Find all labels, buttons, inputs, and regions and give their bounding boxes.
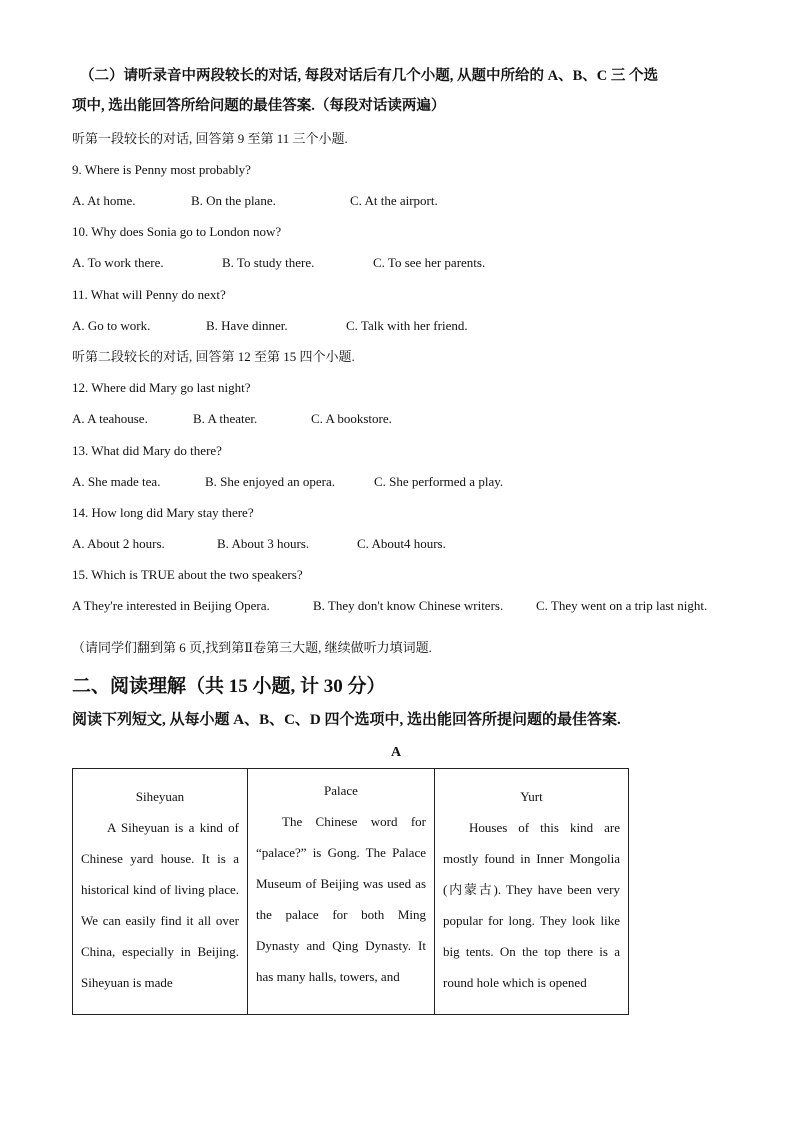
turn-page-note: （请同学们翻到第 6 页,找到第Ⅱ卷第三大题, 继续做听力填词题. bbox=[72, 640, 432, 655]
q11-option-a: A. Go to work. bbox=[72, 318, 151, 333]
listening-header-line2: 项中, 选出能回答所给问题的最佳答案.（每段对话读两遍） bbox=[72, 98, 446, 114]
q11-option-b: B. Have dinner. bbox=[206, 318, 288, 333]
q14-option-b: B. About 3 hours. bbox=[217, 536, 310, 551]
q10-option-a: A. To work there. bbox=[72, 255, 164, 270]
dialogue2-intro: 听第二段较长的对话, 回答第 12 至第 15 四个小题. bbox=[72, 349, 355, 364]
listening-header-line1: （二）请听录音中两段较长的对话, 每段对话后有几个小题, 从题中所给的 A、B、C 三 个选 bbox=[80, 68, 658, 84]
question-11: 11. What will Penny do next? bbox=[72, 287, 226, 302]
question-9: 9. Where is Penny most probably? bbox=[72, 162, 251, 177]
q15-option-b: B. They don't know Chinese writers. bbox=[313, 598, 504, 613]
q9-option-b: B. On the plane. bbox=[191, 193, 276, 208]
passage-a-table bbox=[72, 768, 629, 1015]
q9-option-a: A. At home. bbox=[72, 193, 136, 208]
siheyuan-cell bbox=[73, 769, 248, 1015]
yurt-title: Yurt bbox=[520, 789, 543, 804]
table-row bbox=[73, 769, 629, 1015]
siheyuan-title: Siheyuan bbox=[135, 789, 185, 804]
q9-option-c: C. At the airport. bbox=[350, 193, 438, 208]
question-10: 10. Why does Sonia go to London now? bbox=[72, 224, 282, 239]
q13-option-b: B. She enjoyed an opera. bbox=[205, 474, 335, 489]
palace-text: The Chinese word for “palace?” is Gong. The Palace Museum of Beijing was used as the palace for both Ming Dynasty and Qing Dynasty. It has many halls, towers, and bbox=[256, 814, 426, 984]
question-13: 13. What did Mary do there? bbox=[72, 443, 222, 458]
reading-section-title: 二、阅读理解（共 15 小题, 计 30 分） bbox=[72, 676, 386, 697]
q13-option-a: A. She made tea. bbox=[72, 474, 161, 489]
q12-option-c: C. A bookstore. bbox=[311, 411, 392, 426]
q14-option-c: C. About4 hours. bbox=[357, 536, 446, 551]
palace-cell bbox=[248, 769, 435, 1015]
passage-label: A bbox=[391, 745, 402, 760]
q12-option-b: B. A theater. bbox=[193, 411, 258, 426]
question-12: 12. Where did Mary go last night? bbox=[72, 380, 251, 395]
siheyuan-text: A Siheyuan is a kind of Chinese yard house. It is a historical kind of living place. We can easily find it all over China, especially in Beijing. Siheyuan is made bbox=[81, 820, 239, 990]
reading-instruction: 阅读下列短文, 从每小题 A、B、C、D 四个选项中, 选出能回答所提问题的最佳答案. bbox=[72, 712, 621, 728]
q11-option-c: C. Talk with her friend. bbox=[346, 318, 468, 333]
q10-option-b: B. To study there. bbox=[222, 255, 315, 270]
question-14: 14. How long did Mary stay there? bbox=[72, 505, 254, 520]
palace-title: Palace bbox=[324, 783, 358, 798]
q15-option-a: A They're interested in Beijing Opera. bbox=[72, 598, 270, 613]
question-15: 15. Which is TRUE about the two speakers? bbox=[72, 567, 303, 582]
q10-option-c: C. To see her parents. bbox=[373, 255, 486, 270]
q14-option-a: A. About 2 hours. bbox=[72, 536, 165, 551]
yurt-text: Houses of this kind are mostly found in Inner Mongolia (内蒙古). They have been very popular for long. They look like big tents. On the top there is a round hole which is opened bbox=[443, 820, 620, 990]
q15-option-c: C. They went on a trip last night. bbox=[536, 598, 708, 613]
yurt-cell bbox=[435, 769, 629, 1015]
dialogue1-intro: 听第一段较长的对话, 回答第 9 至第 11 三个小题. bbox=[72, 131, 348, 146]
q13-option-c: C. She performed a play. bbox=[374, 474, 504, 489]
q12-option-a: A. A teahouse. bbox=[72, 411, 148, 426]
